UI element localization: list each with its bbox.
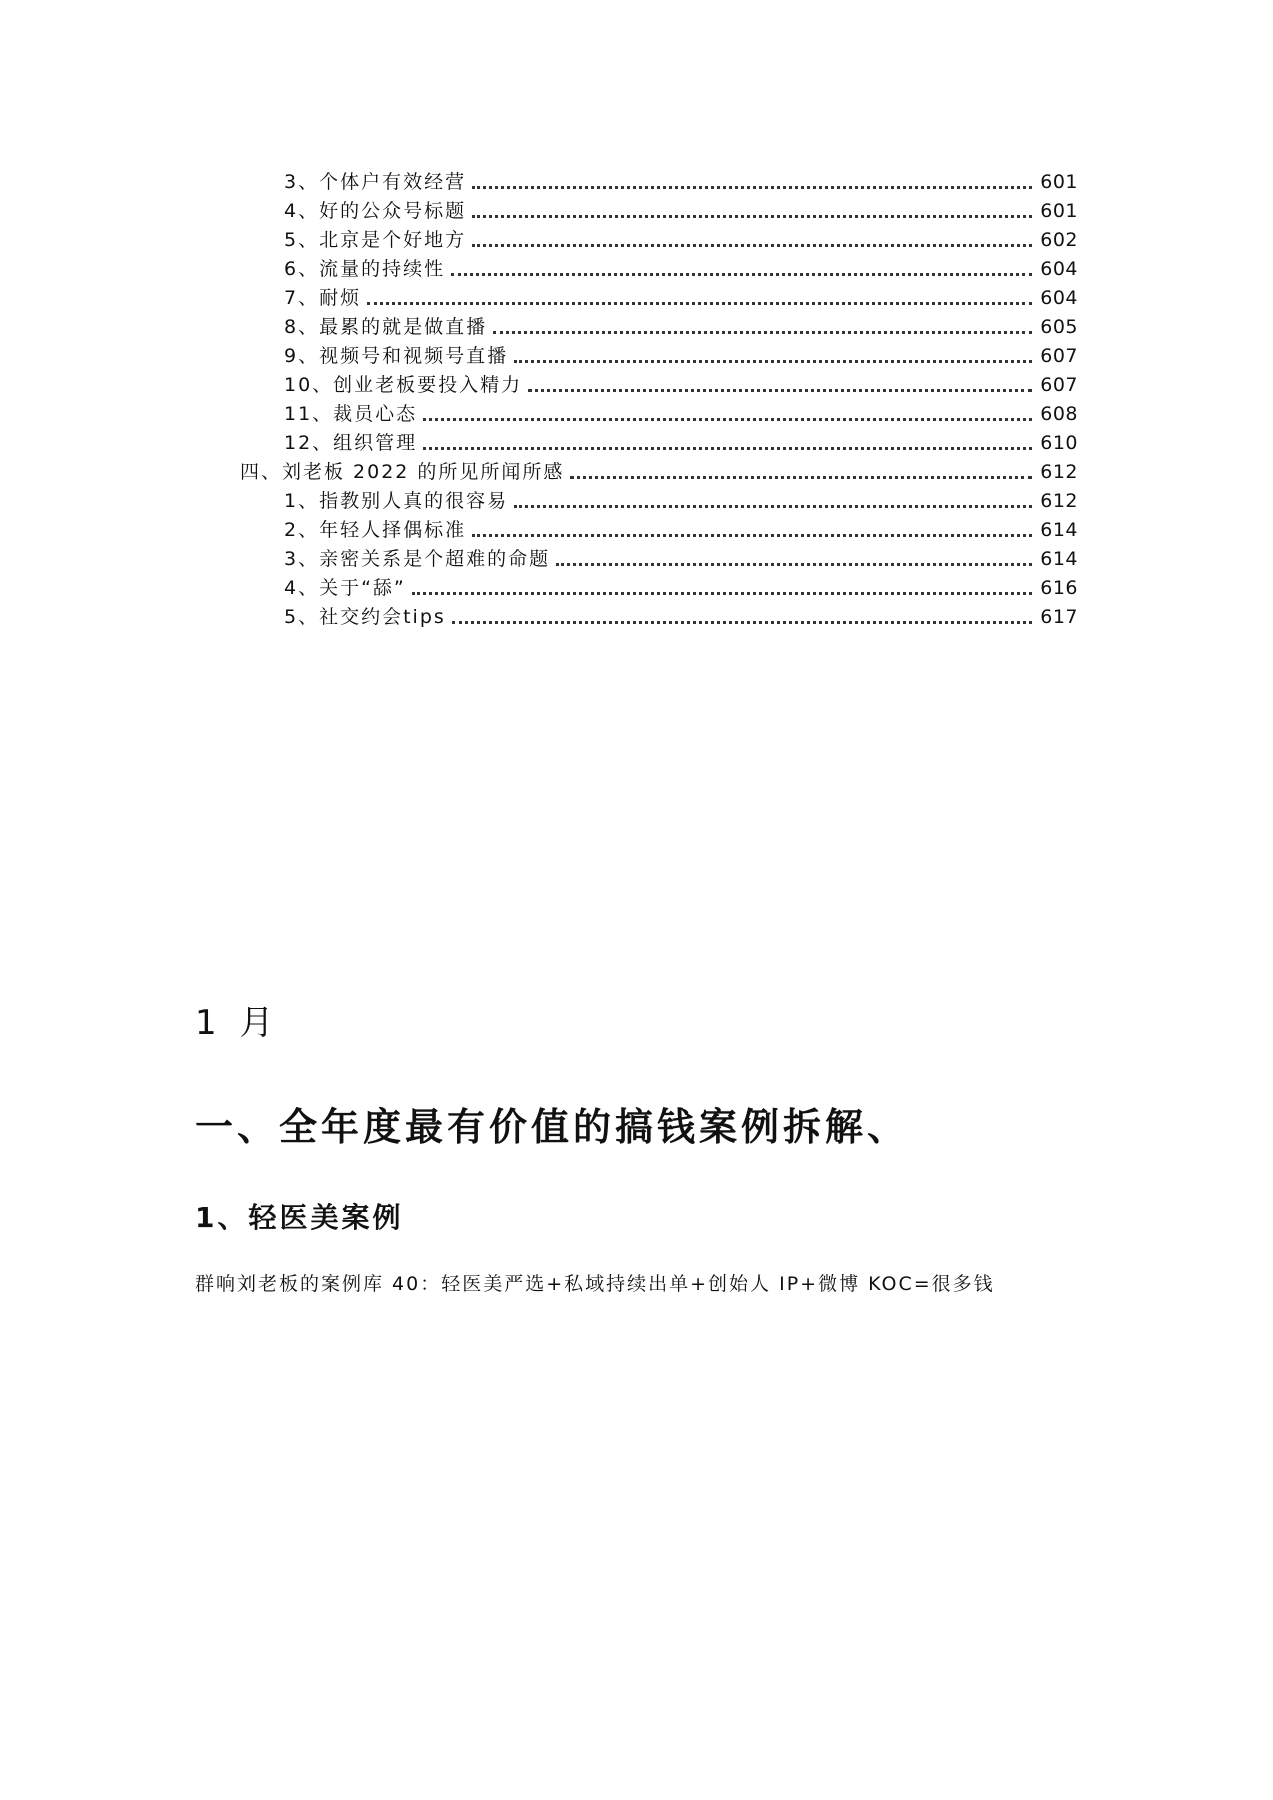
- toc-entry-title: 9、视频号和视频号直播: [284, 345, 509, 367]
- toc-entry[interactable]: [284, 170, 1078, 194]
- toc-entry[interactable]: [284, 431, 1078, 455]
- toc-entry-title: 6、流量的持续性: [284, 258, 446, 280]
- toc-entry-title: 3、个体户有效经营: [284, 171, 467, 193]
- toc-entry-title: 11、裁员心态: [284, 403, 418, 425]
- toc-entry[interactable]: [284, 402, 1078, 426]
- toc-dot-leader: [452, 621, 1032, 624]
- toc-dot-leader: [412, 592, 1032, 595]
- toc-dot-leader: [451, 273, 1032, 276]
- toc-dot-leader: [423, 447, 1032, 450]
- toc-entry[interactable]: [284, 344, 1078, 368]
- toc-page-number: 604: [1040, 258, 1078, 280]
- toc-entry[interactable]: [284, 373, 1078, 397]
- toc-entry[interactable]: [284, 489, 1078, 513]
- toc-dot-leader: [472, 534, 1032, 537]
- toc-page-number: 605: [1040, 316, 1078, 338]
- toc-entry-title: 4、好的公众号标题: [284, 200, 467, 222]
- toc-dot-leader: [493, 331, 1032, 334]
- toc-page-number: 610: [1040, 432, 1078, 454]
- toc-entry[interactable]: [284, 315, 1078, 339]
- toc-page-number: 616: [1040, 577, 1078, 599]
- toc-page-number: 612: [1040, 490, 1078, 512]
- toc-entry-title: 7、耐烦: [284, 287, 362, 309]
- toc-dot-leader: [514, 505, 1032, 508]
- toc-dot-leader: [556, 563, 1032, 566]
- toc-dot-leader: [570, 476, 1032, 479]
- toc-page-number: 601: [1040, 171, 1078, 193]
- toc-entry-title: 5、北京是个好地方: [284, 229, 467, 251]
- toc-entry-title: 2、年轻人择偶标准: [284, 519, 467, 541]
- toc-page-number: 617: [1040, 606, 1078, 628]
- toc-dot-leader: [423, 418, 1032, 421]
- toc-dot-leader: [367, 302, 1032, 305]
- toc-page-number: 607: [1040, 374, 1078, 396]
- toc-chapter-entry[interactable]: [240, 460, 1078, 484]
- toc-entry[interactable]: [284, 547, 1078, 571]
- toc-entry-title: 8、最累的就是做直播: [284, 316, 488, 338]
- toc-entry-title: 四、刘老板 2022 的所见所闻所感: [240, 461, 565, 483]
- toc-dot-leader: [472, 186, 1032, 189]
- toc-entry[interactable]: [284, 257, 1078, 281]
- month-heading: 1 月: [195, 1003, 280, 1043]
- toc-page-number: 604: [1040, 287, 1078, 309]
- toc-page-number: 614: [1040, 548, 1078, 570]
- toc-entry[interactable]: [284, 199, 1078, 223]
- toc-dot-leader: [514, 360, 1032, 363]
- toc-page-number: 614: [1040, 519, 1078, 541]
- toc-page-number: 601: [1040, 200, 1078, 222]
- toc-page-number: 608: [1040, 403, 1078, 425]
- toc-entry[interactable]: [284, 228, 1078, 252]
- toc-entry[interactable]: [284, 518, 1078, 542]
- toc-page-number: 607: [1040, 345, 1078, 367]
- toc-entry-title: 4、关于“舔”: [284, 577, 406, 599]
- toc-dot-leader: [472, 244, 1032, 247]
- toc-dot-leader: [528, 389, 1032, 392]
- toc-entry[interactable]: [284, 286, 1078, 310]
- toc-entry-title: 3、亲密关系是个超难的命题: [284, 548, 551, 570]
- toc-entry-title: 12、组织管理: [284, 432, 418, 454]
- toc-dot-leader: [472, 215, 1032, 218]
- toc-entry[interactable]: [284, 576, 1078, 600]
- toc-entry[interactable]: [284, 605, 1078, 629]
- toc-entry-title: 10、创业老板要投入精力: [284, 374, 523, 396]
- toc-entry-title: 5、社交约会tips: [284, 606, 446, 628]
- toc-page-number: 612: [1040, 461, 1078, 483]
- toc-entry-title: 1、指教别人真的很容易: [284, 490, 509, 512]
- body-paragraph: 群响刘老板的案例库 40：轻医美严选+私域持续出单+创始人 IP+微博 KOC=很多钱: [195, 1273, 995, 1295]
- toc-page-number: 602: [1040, 229, 1078, 251]
- chapter-heading: 一、全年度最有价值的搞钱案例拆解、: [195, 1105, 910, 1149]
- section-heading: 1、轻医美案例: [195, 1201, 404, 1234]
